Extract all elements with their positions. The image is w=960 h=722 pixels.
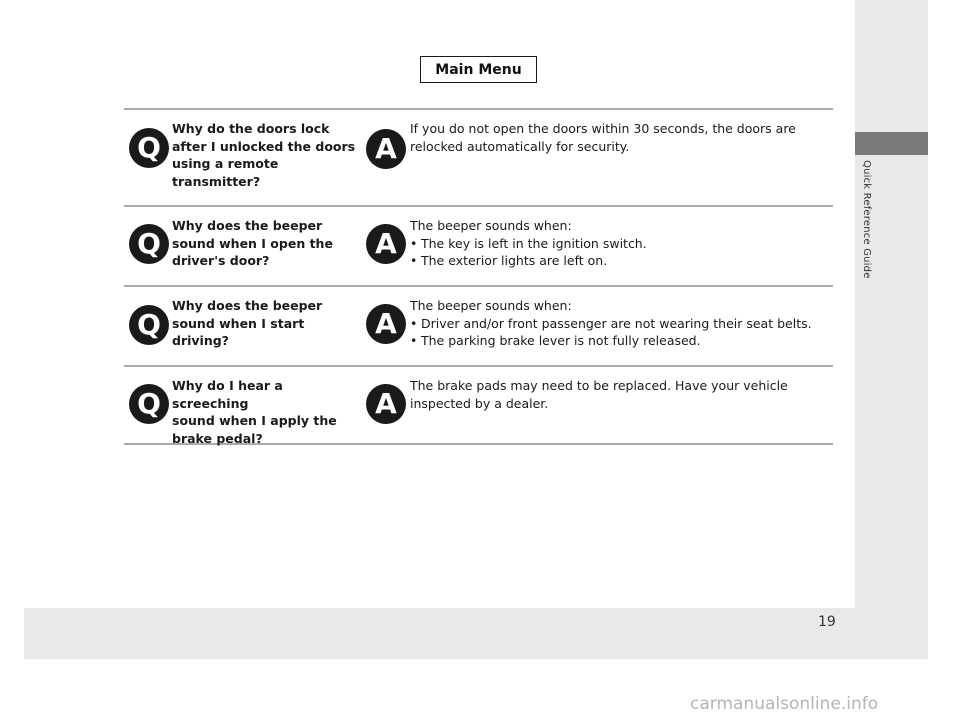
question-icon: Q [129, 305, 169, 345]
footer-band [24, 608, 928, 659]
section-label: Quick Reference Guide [861, 160, 872, 279]
watermark-text: carmanualsonline.info [690, 694, 879, 714]
question-text: Why do the doors lock after I unlocked the doors using a remote transmitter? [172, 121, 356, 189]
bullet-item: • The key is left in the ignition switch. [410, 235, 647, 251]
answer-icon: A [366, 384, 406, 424]
section-tab[interactable] [855, 132, 928, 155]
question-icon: Q [129, 384, 169, 424]
bullet-item: • Driver and/or front passenger are not wearing their seat belts. [410, 315, 812, 331]
divider [124, 365, 833, 367]
answer-text: The beeper sounds when: • Driver and/or front passenger are not wearing their seat belts. • The parking brake lever is not fully released. [410, 297, 830, 350]
side-band [855, 0, 928, 608]
answer-icon: A [366, 129, 406, 169]
question-text: Why does the beeper sound when I open the driver's door? [172, 218, 333, 268]
question-icon: Q [129, 224, 169, 264]
answer-icon: A [366, 224, 406, 264]
divider [124, 205, 833, 207]
answer-text: The brake pads may need to be replaced. Have your vehicle inspected by a dealer. [410, 378, 788, 411]
page-number: 19 [818, 614, 836, 630]
answer-text: If you do not open the doors within 30 seconds, the doors are relocked automatically for security. [410, 121, 796, 154]
question-text: Why does the beeper sound when I start driving? [172, 298, 323, 348]
answer-icon: A [366, 304, 406, 344]
question-icon: Q [129, 128, 169, 168]
divider [124, 108, 833, 110]
question-text: Why do I hear a screeching sound when I apply the brake pedal? [172, 378, 337, 446]
main-menu-button[interactable]: Main Menu [420, 56, 537, 83]
divider [124, 285, 833, 287]
answer-text: The beeper sounds when: • The key is left in the ignition switch. • The exterior lights are left on. [410, 217, 830, 270]
bullet-item: • The exterior lights are left on. [410, 253, 608, 268]
bullet-item: • The parking brake lever is not fully released. [410, 333, 701, 348]
